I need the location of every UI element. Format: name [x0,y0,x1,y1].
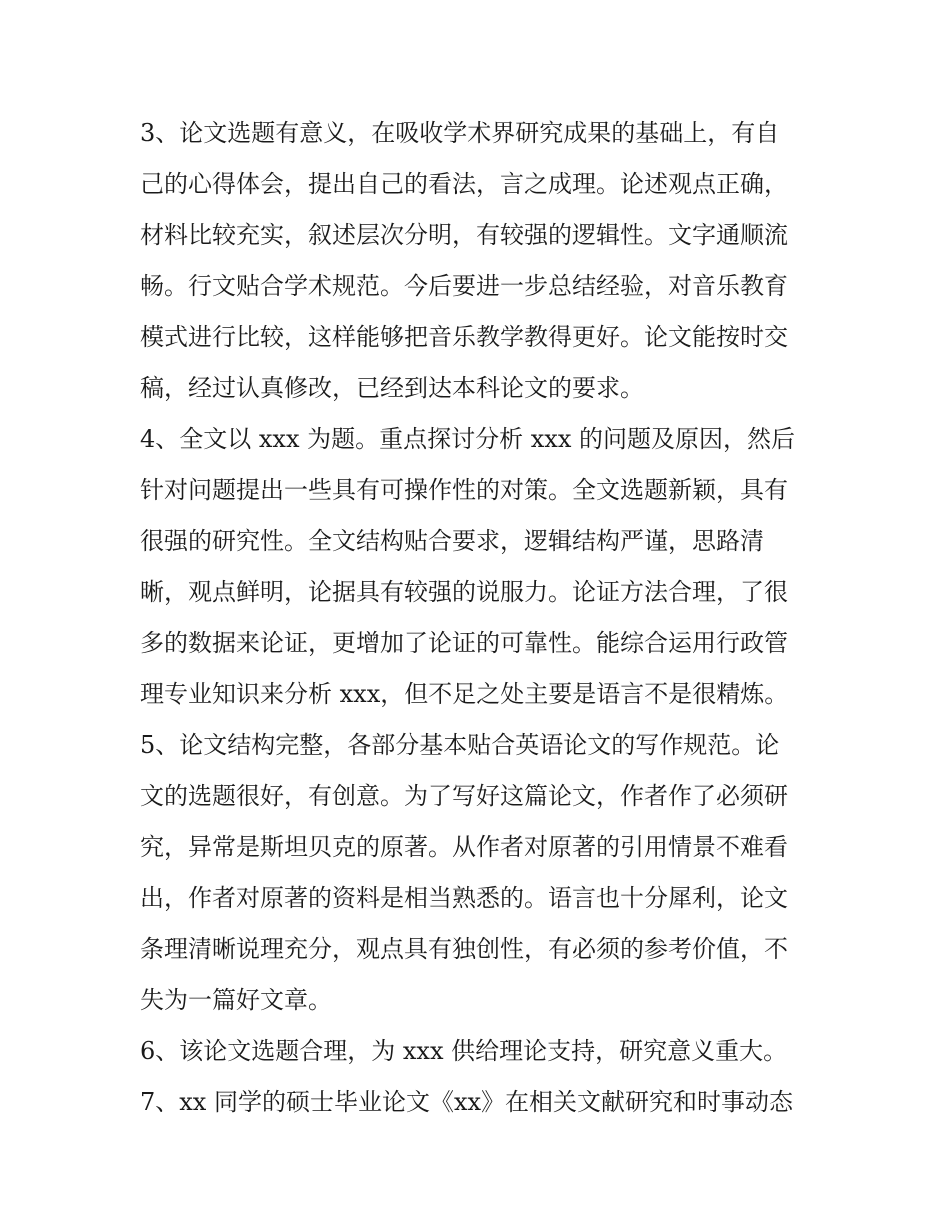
text-line: 稿，经过认真修改，已经到达本科论文的要求。 [140,374,644,402]
text-line: 7、xx 同学的硕士毕业论文《xx》在相关文献研究和时事动态 [140,1088,794,1116]
text-line: 6、该论文选题合理，为 xxx 供给理论支持，研究意义重大。 [140,1037,788,1065]
text-line: 究，异常是斯坦贝克的原著。从作者对原著的引用情景不难看 [140,833,788,861]
text-line: 3、论文选题有意义，在吸收学术界研究成果的基础上，有自 [140,119,780,147]
text-line: 晰，观点鲜明，论据具有较强的说服力。论证方法合理，了很 [140,578,788,606]
text-line: 很强的研究性。全文结构贴合要求，逻辑结构严谨，思路清 [140,527,764,555]
text-line: 5、论文结构完整，各部分基本贴合英语论文的写作规范。论 [140,731,780,759]
text-line: 条理清晰说理充分，观点具有独创性，有必须的参考价值，不 [140,935,788,963]
text-line: 理专业知识来分析 xxx，但不足之处主要是语言不是很精炼。 [140,680,789,708]
text-line: 模式进行比较，这样能够把音乐教学教得更好。论文能按时交 [140,323,788,351]
text-line: 4、全文以 xxx 为题。重点探讨分析 xxx 的问题及原因，然后 [140,425,795,453]
text-line: 畅。行文贴合学术规范。今后要进一步总结经验，对音乐教育 [140,272,788,300]
text-line: 出，作者对原著的资料是相当熟悉的。语言也十分犀利，论文 [140,884,788,912]
text-line: 文的选题很好，有创意。为了写好这篇论文，作者作了必须研 [140,782,788,810]
text-line: 针对问题提出一些具有可操作性的对策。全文选题新颖，具有 [140,476,788,504]
text-line: 失为一篇好文章。 [140,986,332,1014]
text-line: 己的心得体会，提出自己的看法，言之成理。论述观点正确， [140,170,788,198]
text-line: 材料比较充实，叙述层次分明，有较强的逻辑性。文字通顺流 [140,221,788,249]
text-line: 多的数据来论证，更增加了论证的可靠性。能综合运用行政管 [140,629,788,657]
